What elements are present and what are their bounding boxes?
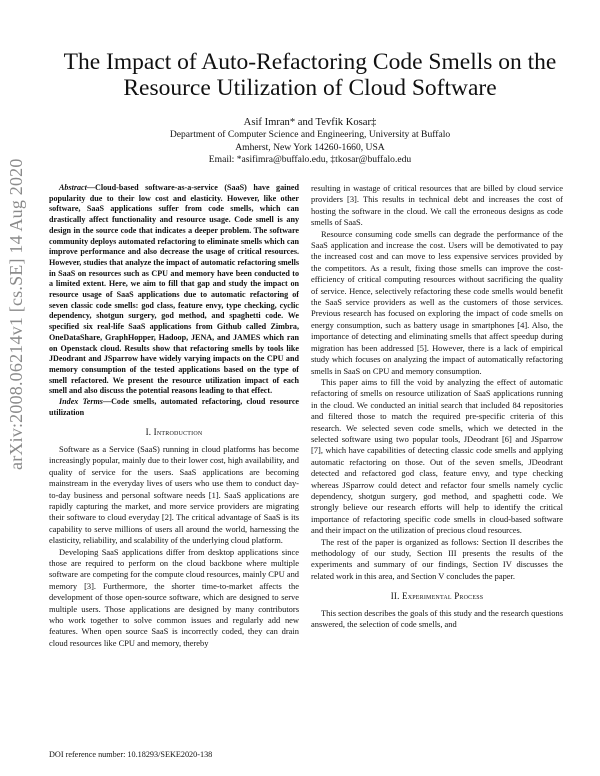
paragraph: Software as a Service (SaaS) running in cloud platforms has become increasingly popular, mainly due to their lower cost, high availability, and quality of service for the users. SaaS applications are becoming mainstream in the everyday lives of users who use them to conduct day-to-day business and personal software needs [1]. SaaS applications are rapidly capturing the market, and more service providers are migrating their software to cloud everyday [2]. The critical advantage of SaaS is its capability to serve millions of users all around the world, harnessing the elasticity, reliability, and scalability of the underlying cloud platform. bbox=[49, 443, 299, 546]
doi-footer: DOI reference number: 10.18293/SEKE2020-138 bbox=[49, 750, 213, 759]
paragraph: Resource consuming code smells can degrade the performance of the SaaS application and increase the cost. Users will be demotivated to pay the increased cost and can move to less expensive services provided by the competitors. As a result, fixing those smells can improve the cost-efficiency of critical computing resources without sacrificing the quality of service. Hence, selectively refactoring these code smells would benefit the SaaS service providers as well as the customers of those services. Previous research has focused on exploring the impact of code smells on energy consumption, such as battery usage in smartphones [4]. Also, the importance of detecting and eliminating smells that affect speedup during migration has been addressed [5]. However, there is a lack of empirical study which focuses on analyzing the impact of automatically refactoring smells in SaaS on CPU and memory consumption. bbox=[311, 228, 563, 376]
paper-title: The Impact of Auto-Refactoring Code Smells on the Resource Utilization of Cloud Software bbox=[63, 49, 557, 101]
left-column bbox=[49, 183, 299, 649]
affiliation-email[interactable]: Email: *asifimra@buffalo.edu, ‡tkosar@buffalo.edu bbox=[208, 154, 412, 165]
affiliation-address: Amherst, New York 14260-1660, USA bbox=[235, 141, 385, 153]
affiliation-block bbox=[50, 129, 570, 167]
paragraph: The rest of the paper is organized as follows: Section II describes the methodology of our study, Section III presents the results of the experiments and summary of our findings, Section IV discusses the related work in this area, and Section V concludes the paper. bbox=[311, 536, 563, 581]
abstract bbox=[49, 183, 299, 397]
abstract-lead: Abstract bbox=[59, 183, 87, 192]
paragraph: Developing SaaS applications differ from desktop applications since those are required to perform on the cloud backbone where multiple software are competing for the compute cloud resources, mainly CPU and memory [3]. Furthermore, the shorter time-to-market affects the development of those open-source software, which are designed to serve multiple users. Those applications are designed by many contributors who work together to solve common issues and regularly add new features. When open source SaaS is incorrectly coded, they can drain cloud resources like CPU and memory, thereby bbox=[49, 546, 300, 648]
paragraph: resulting in wastage of critical resources that are billed by cloud service providers [3]. This results in technical debt and increases the cost of hosting the software in the cloud. We call the erroneous designs as code smells of SaaS. bbox=[311, 183, 563, 228]
right-column bbox=[311, 183, 563, 630]
index-terms-text: —Code smells, automated refactoring, cloud resource utilization bbox=[49, 397, 300, 417]
paragraph: This section describes the goals of this study and the research questions answered, the selection of code smells, and bbox=[311, 607, 563, 630]
abstract-text: —Cloud-based software-as-a-service (SaaS) have gained popularity due to their low cost and elasticity. However, like other software, SaaS applications suffer from code smells, which can drastically affect functionality and resource usage. Code smell is any design in the source code that indicates a deeper problem. The software community deploys automated refactoring to eliminate smells which can improve performance and also decrease the usage of critical resources. However, studies that analyze the impact of automatic refactoring smells in SaaS on resources such as CPU and memory have been conducted to a limited extent. Here, we aim to fill that gap and study the impact on resource usage of SaaS applications due to automatic refactoring of seven classic code smells: god class, feature envy, type checking, cyclic dependency, shotgun surgery, god method, and spaghetti code. We specified six real-life SaaS applications from Github called Zimbra, OneDataShare, GraphHopper, Hadoop, JENA, and JAMES which ran on Openstack cloud. Results show that refactoring smells by tools like JDeodrant and JSparrow have widely varying impacts on the CPU and memory consumption of the tested applications based on the type of smell refactored. We present the resource utilization impact of each smell and also discuss the potential reasons leading to that effect. bbox=[49, 183, 299, 396]
index-terms bbox=[49, 397, 299, 418]
section-heading-experimental-process: II. Experimental Process bbox=[390, 591, 484, 602]
paragraph: This paper aims to fill the void by analyzing the effect of automatic refactoring of smells on resource utilization of SaaS applications running in the cloud. We conducted an initial search that included 84 repositories and filtered those to match the required pre-specific criteria of this research. We selected seven code smells, which we detected in the selected software using two popular tools, JDeodrant [6] and JSparrow [7], which have capabilities of detecting classic code smells and applying automatic refactoring on those. Out of the seven smells, JDeodrant detected and refactored god class, feature envy, and type checking whereas JSparrow could detect and refactor four smells namely cyclic dependency, shotgun surgery, god method, and spaghetti code. We strongly believe our research efforts will help to identify the critical importance of refactoring specific code smells in cloud-based software and their impact on the utilization of precious cloud resources. bbox=[311, 376, 563, 536]
affiliation-department: Department of Computer Science and Engineering, University at Buffalo bbox=[169, 129, 451, 140]
arxiv-stamp[interactable]: arXiv:2008.06214v1 [cs.SE] 14 Aug 2020 bbox=[6, 158, 26, 470]
author-list: Asif Imran* and Tevfik Kosar‡ bbox=[243, 117, 377, 128]
index-terms-lead: Index Terms bbox=[59, 397, 103, 407]
section-heading-introduction: I. Introduction bbox=[145, 427, 203, 438]
